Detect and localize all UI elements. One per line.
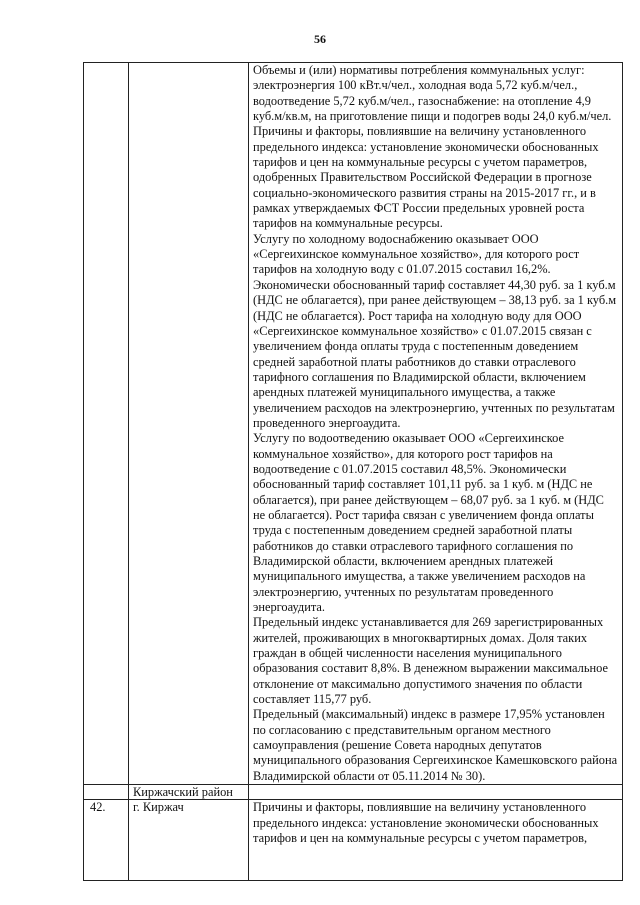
table-row — [84, 800, 623, 881]
table-row — [84, 63, 623, 785]
district-name: Киржачский район — [129, 785, 249, 800]
number-cell — [84, 785, 129, 800]
factors-paragraph: Причины и факторы, повлиявшие на величину установленного предельного индекса: установление экономически обоснованных тарифов и цен на коммунальные ресурсы с учетом параметров, одобренных Правительством Российской Федерации в прогнозе социально-экономического развития страны на 2015-2017 гг., и в рамках утверждаемых ФСТ России предельных уровней роста тарифов на коммунальные ресурсы. — [253, 124, 599, 231]
consumption-norms-paragraph: Объемы и (или) нормативы потребления коммунальных услуг: электроэнергия 100 кВт.ч/чел., холодная вода 5,72 куб.м/чел., водоотведение 5,72 куб.м/чел., газоснабжение: на отопление 4,9 куб.м/кв.м, на приготовление пищи и подогрев воды 24,0 куб.м/чел. — [253, 63, 612, 124]
index-table — [83, 62, 623, 881]
row-number: 42. — [84, 800, 129, 881]
table-row — [84, 785, 623, 800]
max-index-paragraph: Предельный (максимальный) индекс в размере 17,95% установлен по согласованию с представительным органом местного самоуправления (решение Совета народных депутатов муниципального образования Сергеихинское Камешковского района Владимирской области от 05.11.2014 № 30). — [253, 707, 618, 783]
page-number: 56 — [314, 32, 326, 46]
number-cell — [84, 63, 129, 785]
municipality-cell — [129, 63, 249, 785]
residents-paragraph: Предельный индекс устанавливается для 269 зарегистрированных жителей, проживающих в многоквартирных домах. Доля таких граждан в общей численности населения муниципального образования составит 8,8%. В денежном выражении максимальное отклонение от максимально допустимого значения по области составляет 115,77 руб. — [253, 615, 608, 707]
municipality-name: г. Киржач — [129, 800, 249, 881]
cold-water-tariff-paragraph: Экономически обоснованный тариф составляет 44,30 руб. за 1 куб.м (НДС не облагается), при ранее действующем – 38,13 руб. за 1 куб.м (НДС не облагается). Рост тарифа на холодную воду для ООО «Сергеихинское коммунальное хозяйство» с 01.07.2015 связан с увеличением фонда оплаты труда с постепенным доведением средней заработной платы работников до ставки отраслевого тарифного соглашения по Владимирской области, включением арендных платежей муниципального имущества, а также увеличением расходов на электроэнергию, учтенных по результатам проведенного энергоаудита. — [253, 277, 617, 430]
factors-paragraph: Причины и факторы, повлиявшие на величину установленного предельного индекса: установление экономически обоснованных тарифов и цен на коммунальные ресурсы с учетом параметров, — [253, 800, 599, 845]
description-cell — [249, 63, 623, 785]
wastewater-paragraph: Услугу по водоотведению оказывает ООО «Сергеихинское коммунальное хозяйство», для которого рост тарифов на водоотведение с 01.07.2015 составил 48,5%. Экономически обоснованный тариф составляет 101,11 руб. за 1 куб. м (НДС не облагается), при ранее действующем – 68,07 руб. за 1 куб. м (НДС не облагается). Рост тарифа связан с увеличением фонда оплаты труда с постепенным доведением средней заработной платы работников до ставки отраслевого тарифного соглашения по Владимирской области, включением арендных платежей муниципального имущества, а также увеличением расходов на электроэнергию, учтенных по результатам проведенного энергоаудита. — [253, 431, 604, 615]
cold-water-provider-paragraph: Услугу по холодному водоснабжению оказывает ООО «Сергеихинское коммунальное хозяйство», для которого рост тарифов на холодную воду с 01.07.2015 составил 16,2%. — [253, 231, 580, 277]
description-cell — [249, 785, 623, 800]
description-cell — [249, 800, 623, 881]
